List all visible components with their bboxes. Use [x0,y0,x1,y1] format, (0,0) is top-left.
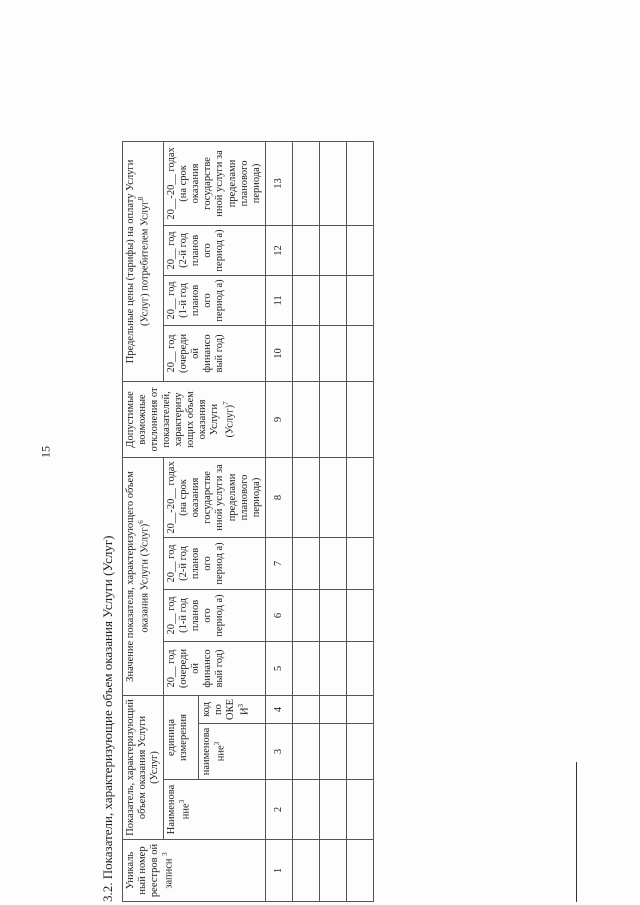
col-unique-number: Уникаль ный номер реестров ой записи $^3$ [123,840,266,902]
column-number: 4 [265,695,292,723]
empty-cell [292,537,319,589]
empty-cell [292,275,319,325]
empty-cell [319,589,346,641]
column-number: 7 [265,537,292,589]
section-heading: 3.2. Показатели, характеризующие объем оказания Услуги (Услуг) [100,535,115,902]
empty-cell [346,695,373,723]
column-number: 12 [265,225,292,275]
empty-cell [319,641,346,695]
col-price: Предельные цены (тарифы) на оплату Услуги (Услуг) потребителем Услуг$^8$ [123,141,164,381]
column-number: 10 [265,325,292,381]
empty-cell [319,141,346,225]
empty-cell [292,457,319,537]
footnote-separator [576,762,577,902]
col-price-2: 20__ год (1-й год планов ого период а) [164,275,266,325]
header-row-2 [164,141,199,901]
empty-cell [346,780,373,840]
col-value-1: 20__ год (очереди ой финансо вый год) [164,641,266,695]
empty-row [319,141,346,901]
empty-cell [319,457,346,537]
col-name: Наименова ние$^3$ [164,780,266,840]
empty-cell [346,381,373,457]
col-value: Значение показателя, характеризующего объем оказания Услуги (Услуг)$^6$ [123,457,164,695]
column-number: 6 [265,589,292,641]
empty-cell [319,381,346,457]
empty-cell [346,589,373,641]
empty-cell [346,641,373,695]
column-number: 13 [265,141,292,225]
column-number: 5 [265,641,292,695]
column-number: 1 [265,840,292,902]
empty-row [346,141,373,901]
empty-cell [292,225,319,275]
column-number: 2 [265,780,292,840]
rotated-content [20,2,620,902]
col-unit: единица измерения [164,695,199,779]
col-unit-name: наименова ние$^3$ [199,724,266,780]
empty-cell [346,141,373,225]
empty-cell [292,381,319,457]
empty-row [292,141,319,901]
col-value-2: 20__ год (1-й год планов ого период а) [164,589,266,641]
empty-cell [319,275,346,325]
empty-cell [292,141,319,225]
empty-cell [319,724,346,780]
empty-cell [319,537,346,589]
empty-cell [346,275,373,325]
empty-cell [346,724,373,780]
empty-cell [346,325,373,381]
column-number: 9 [265,381,292,457]
empty-cell [346,537,373,589]
col-value-3: 20__ год (2-й год планов ого период а) [164,537,266,589]
empty-cell [319,840,346,902]
col-deviation: Допустимые возможные отклонения от показателей, характеризу ющих объем оказания Услуги (Услуг)$^7$ [123,381,266,457]
col-okei: код по ОКЕ $И^3$ [199,695,266,723]
empty-cell [346,840,373,902]
column-number: 8 [265,457,292,537]
empty-cell [292,589,319,641]
empty-cell [319,225,346,275]
column-number-row [265,141,292,901]
empty-cell [292,780,319,840]
col-price-4: 20__-20__ годах (на срок оказания государстве нной услуги за пределами планового периода) [164,141,266,225]
document-page: 15 3.2. Показатели, характеризующие объем оказания Услуги (Услуг) Уникаль ный номер реестров ой записи $^3$ Показатель, характеризующий объем оказания Услуги (Услуг) Значение показателя, характеризующего объем оказания Услуги (Услуг)$^6$ Допустимые возможные отклонения от показателей, характеризу ющих объем оказания Услуги (Услуг)$^7$ Предельные цены (тарифы) на оплату Услуги (Услуг) потребителем Услуг$^8$ Наименова ние$^3$ единица измерения 20__ год (очереди ой финансо вый год) 20__ год (1-й год планов ого период а) 20__ год (2-й год планов ого период а) 20__-20__ годах (на срок оказания государстве нной услуги за пределами планового периода) 20__ год (очереди ой финансо вый год) 20__ год (1-й год планов ого период а) 20__ год (2-й год планов ого период а) 20__-20__ годах (на срок оказания государстве нной услуги за пределами планового периода) наименова ние$^3$ код по ОКЕ $И^3$ 1 2 3 4 5 6 7 8 9 10 11 12 13 [0,0,640,905]
empty-cell [292,695,319,723]
empty-cell [346,457,373,537]
column-number: 3 [265,724,292,780]
header-row-1 [123,141,164,901]
empty-cell [292,325,319,381]
col-price-3: 20__ год (2-й год планов ого период а) [164,225,266,275]
empty-cell [292,840,319,902]
empty-cell [292,724,319,780]
empty-cell [319,325,346,381]
col-value-4: 20__-20__ годах (на срок оказания государстве нной услуги за пределами планового периода) [164,457,266,537]
empty-cell [346,225,373,275]
empty-cell [319,780,346,840]
column-number: 11 [265,275,292,325]
empty-cell [292,641,319,695]
volume-indicators-table [122,141,374,902]
empty-cell [319,695,346,723]
col-indicator: Показатель, характеризующий объем оказания Услуги (Услуг) [123,695,164,839]
col-price-1: 20__ год (очереди ой финансо вый год) [164,325,266,381]
